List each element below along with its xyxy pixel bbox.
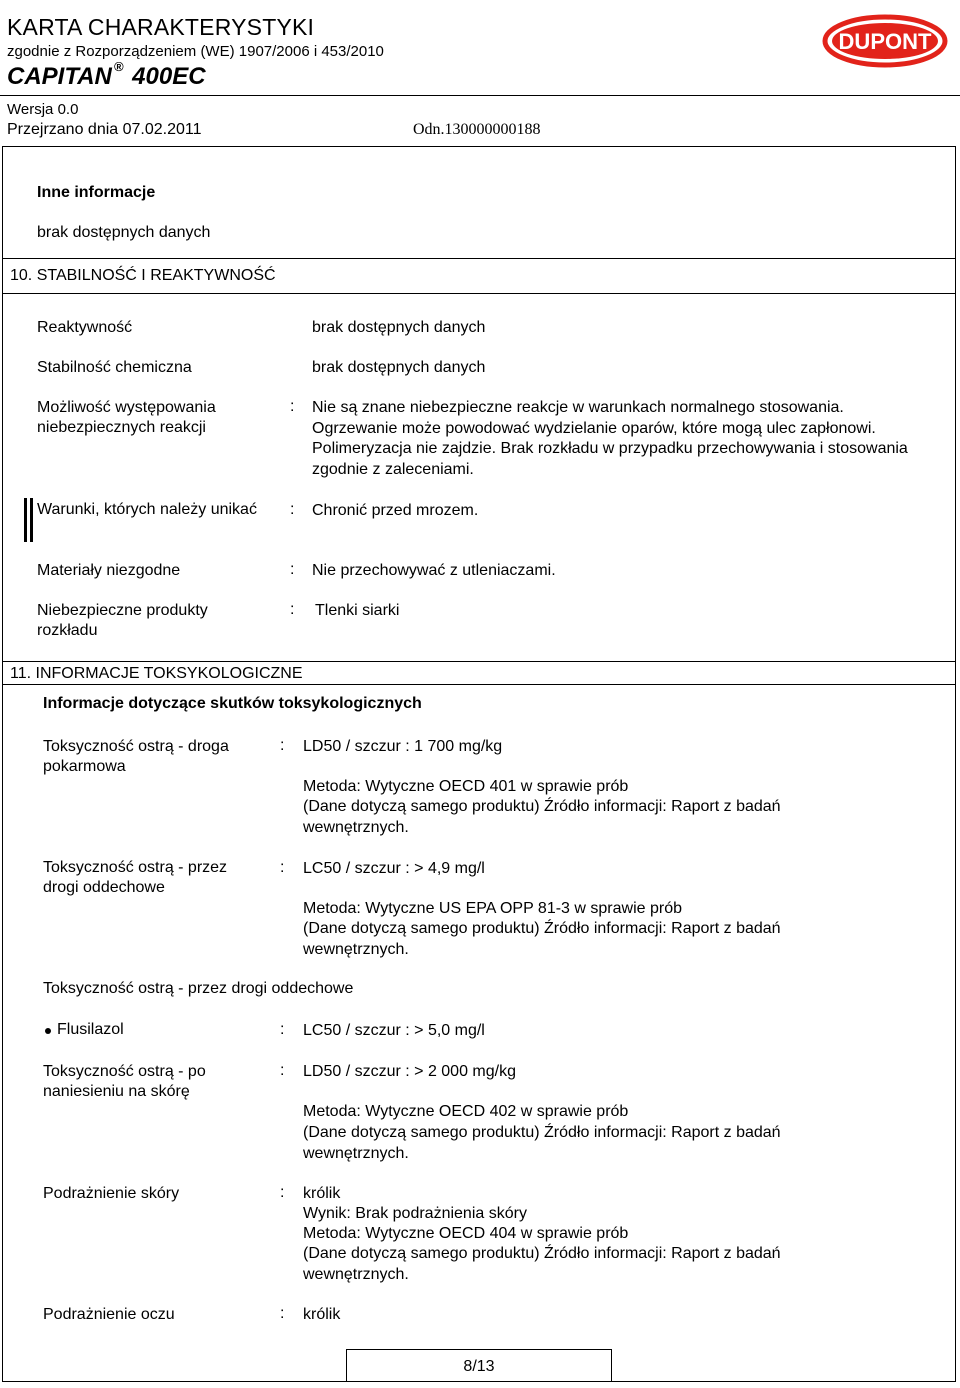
skin-irritation-method: Metoda: Wytyczne OECD 404 w sprawie prób	[303, 1225, 629, 1242]
bullet-icon	[45, 1028, 51, 1034]
revision-bar	[24, 498, 27, 542]
document-title: KARTA CHARAKTERYSTYKI	[7, 14, 315, 40]
section10-heading: 10. STABILNOŚĆ I REAKTYWNOŚĆ	[10, 267, 276, 284]
other-info-heading: Inne informacje	[37, 184, 156, 201]
hazardous-reactions-label: Możliwość występowania niebezpiecznych reakcji	[37, 399, 216, 436]
inhalation-toxicity-colon: :	[280, 859, 285, 876]
dermal-toxicity-method: Metoda: Wytyczne OECD 402 w sprawie prób	[303, 1103, 629, 1120]
dermal-toxicity-colon: :	[280, 1062, 285, 1079]
section11-subheading: Informacje dotyczące skutków toksykologicznych	[43, 695, 422, 712]
version: Wersja 0.0	[7, 101, 79, 118]
eye-irritation-value: królik	[303, 1306, 341, 1323]
skin-irritation-colon: :	[280, 1184, 285, 1201]
chemical-stability-value: brak dostępnych danych	[312, 359, 486, 376]
conditions-to-avoid-value: Chronić przed mrozem.	[312, 502, 479, 519]
chemical-stability-label: Stabilność chemiczna	[37, 359, 192, 376]
conditions-to-avoid-label: Warunki, których należy unikać	[37, 501, 257, 518]
eye-irritation-label: Podrażnienie oczu	[43, 1306, 175, 1323]
skin-irritation-label: Podrażnienie skóry	[43, 1185, 180, 1202]
eye-irritation-colon: :	[280, 1305, 285, 1322]
product-code: 400EC	[132, 63, 206, 90]
hazardous-reactions-value: Nie są znane niebezpieczne reakcje w warunkach normalnego stosowania. Ogrzewanie może powodować wydzielanie oparów, które mogą ulec zapłonowi. Polimeryzacja nie zajdzie. Brak rozkładu w przypadku przechowywania i stosowania zgodnie z zaleceniami.	[312, 399, 908, 478]
product-name	[7, 59, 206, 91]
conditions-to-avoid-colon: :	[290, 501, 295, 518]
oral-toxicity-source: (Dane dotyczą samego produktu) Źródło informacji: Raport z badań wewnętrznych.	[303, 798, 781, 836]
regulation-line: zgodnie z Rozporządzeniem (WE) 1907/2006 i 453/2010	[7, 43, 384, 60]
product-name-text: CAPITAN	[7, 63, 112, 90]
revision-bar	[30, 498, 33, 542]
reference-number: Odn.130000000188	[413, 121, 541, 138]
incompatible-materials-colon: :	[290, 561, 295, 578]
decomposition-products-colon: :	[290, 601, 295, 618]
skin-irritation-value: królik	[303, 1185, 341, 1202]
revised-date: Przejrzano dnia 07.02.2011	[7, 121, 202, 138]
hazardous-reactions-colon: :	[290, 398, 295, 415]
component-colon: :	[280, 1021, 285, 1038]
oral-toxicity-method: Metoda: Wytyczne OECD 401 w sprawie prób	[303, 778, 629, 795]
dermal-toxicity-value: LD50 / szczur : > 2 000 mg/kg	[303, 1063, 516, 1080]
dupont-logo	[822, 14, 948, 68]
reactivity-label: Reaktywność	[37, 319, 133, 336]
decomposition-products-label: Niebezpieczne produkty rozkładu	[37, 602, 208, 639]
dermal-toxicity-source: (Dane dotyczą samego produktu) Źródło informacji: Raport z badań wewnętrznych.	[303, 1124, 781, 1162]
component-inhalation-heading: Toksyczność ostrą - przez drogi oddechowe	[43, 980, 354, 997]
decomposition-products-value: Tlenki siarki	[315, 602, 400, 619]
dermal-toxicity-label: Toksyczność ostrą - po naniesieniu na skórę	[43, 1063, 206, 1100]
page-number: 8/13	[463, 1358, 495, 1375]
reactivity-value: brak dostępnych danych	[312, 319, 486, 336]
component-value: LC50 / szczur : > 5,0 mg/l	[303, 1022, 485, 1039]
incompatible-materials-label: Materiały niezgodne	[37, 562, 181, 579]
inhalation-toxicity-source: (Dane dotyczą samego produktu) Źródło informacji: Raport z badań wewnętrznych.	[303, 920, 781, 958]
section11-heading: 11. INFORMACJE TOKSYKOLOGICZNE	[10, 665, 303, 682]
registered-mark: ®	[113, 59, 124, 74]
other-info-value: brak dostępnych danych	[37, 224, 211, 241]
oral-toxicity-label: Toksyczność ostrą - droga pokarmowa	[43, 738, 229, 775]
oral-toxicity-value: LD50 / szczur : 1 700 mg/kg	[303, 738, 503, 755]
inhalation-toxicity-value: LC50 / szczur : > 4,9 mg/l	[303, 860, 485, 877]
incompatible-materials-value: Nie przechowywać z utleniaczami.	[312, 562, 556, 579]
inhalation-toxicity-method: Metoda: Wytyczne US EPA OPP 81-3 w sprawie prób	[303, 900, 682, 917]
inhalation-toxicity-label: Toksyczność ostrą - przez drogi oddechowe	[43, 859, 228, 896]
skin-irritation-source: (Dane dotyczą samego produktu) Źródło informacji: Raport z badań wewnętrznych.	[303, 1245, 781, 1283]
oral-toxicity-colon: :	[280, 737, 285, 754]
page-number-box	[346, 1349, 612, 1382]
component-name: Flusilazol	[57, 1021, 124, 1038]
skin-irritation-result: Wynik: Brak podrażnienia skóry	[303, 1205, 527, 1222]
logo-text: DUPONT	[838, 29, 932, 54]
